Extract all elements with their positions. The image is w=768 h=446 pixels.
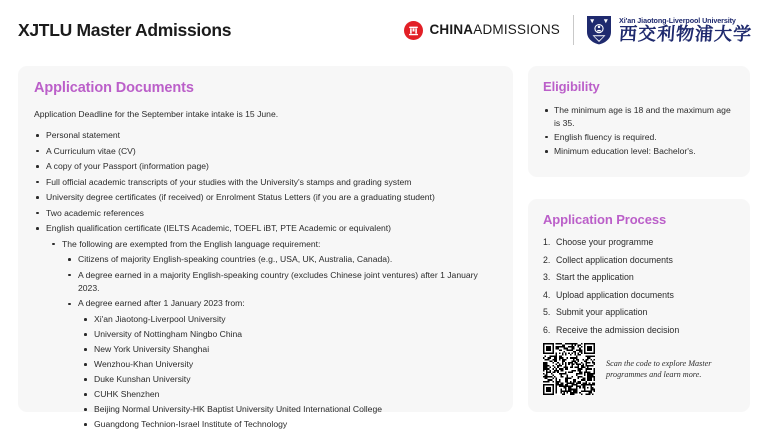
list-item: Beijing Normal University-HK Baptist University United International College [82,403,497,416]
list-item: Receive the admission decision [556,324,680,335]
list-item: Collect application documents [556,254,673,265]
eligibility-title: Eligibility [543,79,600,94]
list-item: English qualification certificate (IELTS Academic, TOEFL iBT, PTE Academic or equivalent) [34,222,497,235]
china-admissions-mark-icon [404,21,423,40]
list-item: The minimum age is 18 and the maximum age is 35. [543,104,735,129]
application-documents-card [18,66,513,429]
list-item: University of Nottingham Ningbo China [82,328,497,341]
list-item: Choose your programme [556,237,654,247]
eligibility-list [543,104,735,157]
china-admissions-logo[interactable] [404,21,573,40]
list-item: Upload application documents [556,289,674,300]
application-process-title: Application Process [543,212,667,227]
application-documents-title: Application Documents [34,80,194,96]
list-item: The following are exempted from the English language requirement: [50,238,497,251]
xjtlu-english-name: Xi'an Jiaotong-Liverpool University [619,16,736,25]
qr-block [543,343,735,395]
xjtlu-text-block [619,16,752,44]
process-steps-list [543,236,735,336]
china-admissions-wordmark [429,23,560,37]
list-item: English fluency is required. [543,131,735,144]
application-process-card [528,199,750,412]
china-admissions-light-word: ADMISSIONS [473,22,560,38]
list-item: Personal statement [34,129,497,142]
list-item: Wenzhou-Khan University [82,358,497,371]
list-item: Duke Kunshan University [82,373,497,386]
application-deadline-text: Application Deadline for the September intake intake is 15 June. [34,109,279,119]
page-header [0,0,768,60]
xjtlu-logo[interactable] [586,15,752,45]
logo-divider [573,15,574,45]
documents-list [34,129,497,431]
list-item: A copy of your Passport (information page) [34,160,497,173]
list-item: University degree certificates (if received) or Enrolment Status Letters (if you are a graduating student) [34,191,497,204]
list-item: Guangdong Technion-Israel Institute of Technology [82,418,497,431]
xjtlu-chinese-name: 西交利物浦大学 [618,24,753,45]
list-item: Start the application [556,272,634,283]
list-item: New York University Shanghai [82,343,497,356]
list-item: Full official academic transcripts of your studies with the University's stamps and grading system [34,176,497,189]
list-item: Submit your application [556,307,648,318]
exempt-universities-list [82,313,497,431]
exemption-conditions-list [66,253,497,431]
list-item: A Curriculum vitae (CV) [34,145,497,158]
qr-code-icon[interactable] [543,343,595,395]
list-item: Minimum education level: Bachelor's. [543,145,735,158]
list-item: CUHK Shenzhen [82,388,497,401]
list-item: Xi'an Jiaotong-Liverpool University [82,313,497,326]
list-item: A degree earned after 1 January 2023 from: [66,297,497,310]
china-admissions-bold-word: CHINA [429,22,474,38]
page-title: XJTLU Master Admissions [18,19,232,40]
eligibility-card [528,66,750,177]
xjtlu-shield-icon [586,15,612,45]
header-logos [404,15,752,45]
list-item: Two academic references [34,207,497,220]
list-item: A degree earned in a majority English-speaking country (excludes Chinese joint ventures) after 1 January 2023. [66,269,497,295]
english-exemption-list [50,238,497,431]
qr-caption: Scan the code to explore Master programmes and learn more. [606,358,712,380]
list-item: Citizens of majority English-speaking countries (e.g., USA, UK, Australia, Canada). [66,253,497,266]
